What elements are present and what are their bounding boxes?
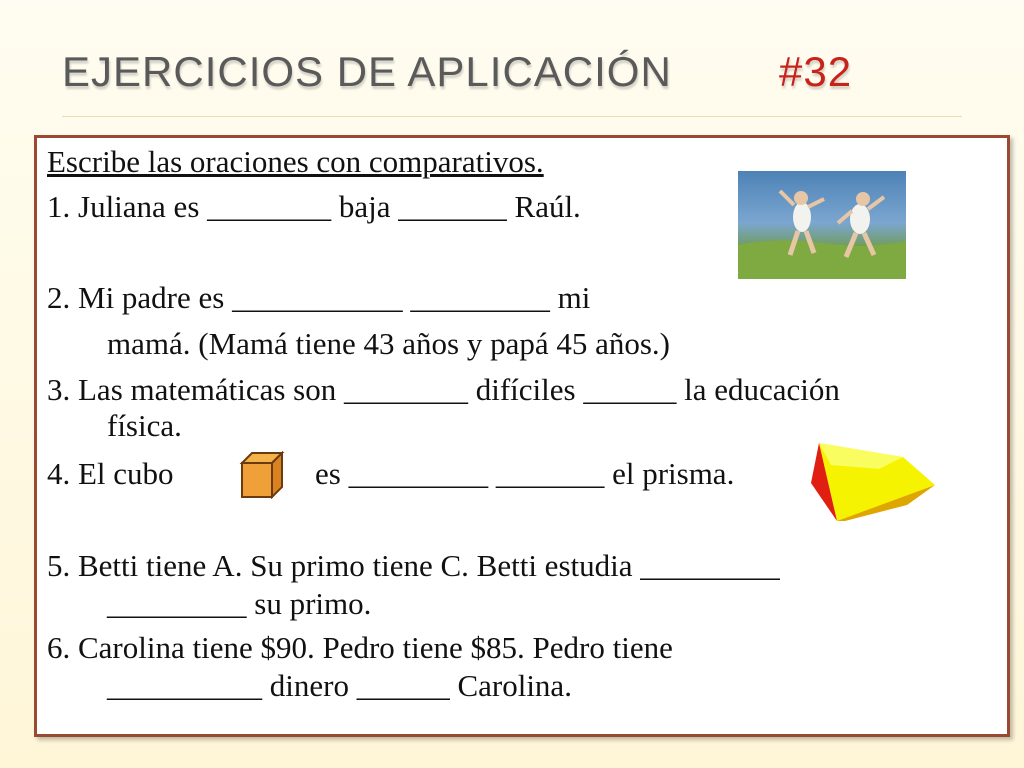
exercise-box [34,135,1010,737]
title-text: EJERCICIOS DE APLICACIÓN [62,48,672,95]
slide-number: #32 [779,48,853,95]
exercise-heading: Escribe las oraciones con comparativos. [47,144,544,179]
exercise-4-continued: es _________ _______ el prisma. [315,456,735,491]
exercise-3-continued: física. [107,408,182,443]
exercise-1: 1. Juliana es ________ baja _______ Raúl. [47,189,581,224]
exercise-5-continued: _________ su primo. [107,586,372,621]
exercise-2-continued: mamá. (Mamá tiene 43 años y papá 45 años.) [107,326,670,361]
cube-icon [238,451,286,499]
exercise-6-continued: __________ dinero ______ Carolina. [107,668,572,703]
slide-title [62,48,962,108]
exercise-3: 3. Las matemáticas son ________ difíciles ______ la educación [47,372,840,407]
exercise-6: 6. Carolina tiene $90. Pedro tiene $85. Pedro tiene [47,630,673,665]
children-running-photo [738,171,906,279]
exercise-2: 2. Mi padre es ___________ _________ mi [47,280,591,315]
prism-icon [809,441,943,523]
exercise-5: 5. Betti tiene A. Su primo tiene C. Betti estudia _________ [47,548,780,583]
exercise-4: 4. El cubo [47,456,174,491]
title-divider [62,116,962,117]
